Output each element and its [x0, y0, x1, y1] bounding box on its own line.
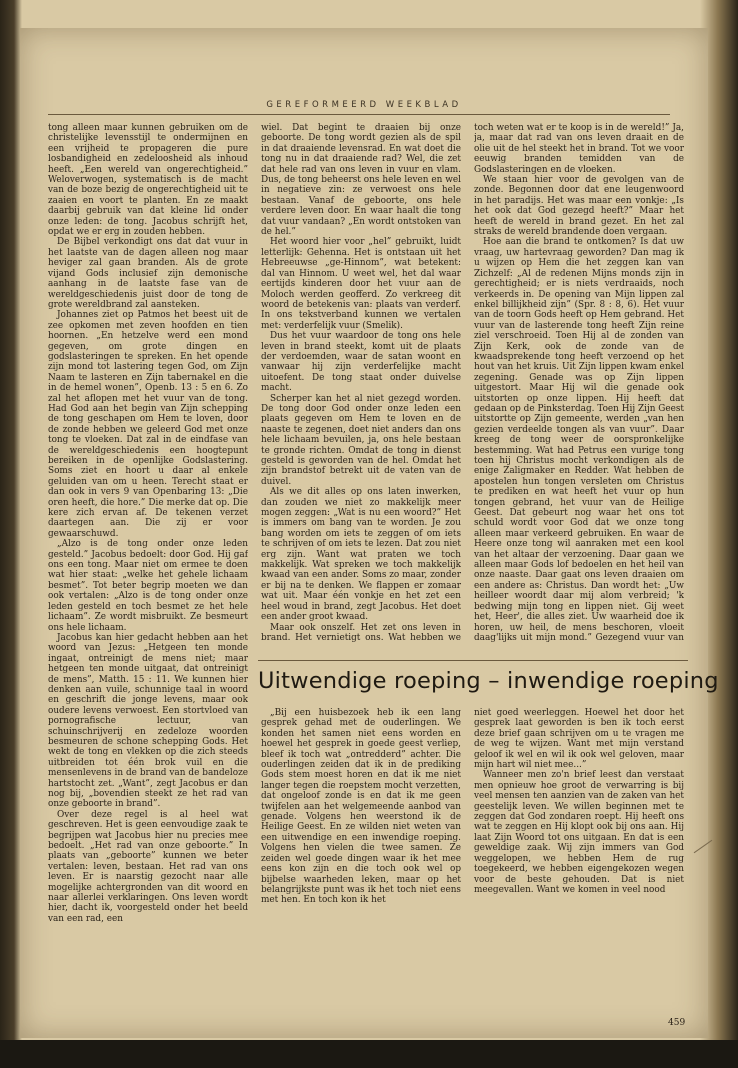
scanner-edge	[0, 1040, 738, 1068]
paragraph: We staan hier voor de gevolgen van de zonde. Begonnen door dat ene leugenwoord in het paradijs. Het was maar een vonkje: „Is het ook dat God gezegd heeft?” Maar het heeft de wereld in brand gezet. En het zal straks de wereld brandende doen vergaan.	[474, 175, 684, 238]
paragraph: Jacobus kan hier gedacht hebben aan het woord van Jezus: „Hetgeen ten monde ingaat, ontreinigt de mens niet; maar hetgeen ten monde uitgaat, dat ontreinigt de mens”, Matth. 15 : 11. We kunnen hier denken aan vuile, schunnige taal in woord en geschrift die jonge levens, maar ook oudere levens verwoest. Een stortvloed van pornografische lectuur, van schuinschrijverij en zedeloze woorden besmeuren de schone schepping Gods. Het wekt de tong en vlekken op die zich steeds uitbreiden tot één brok vuil en die mensenlevens in de brand van de bandeloze hartstocht zet. „Want”, zegt Jacobus er dan nog bij, „bovendien steekt ze het rad van onze geboorte in brand”.	[48, 632, 248, 810]
article1-column-3	[474, 123, 684, 643]
paragraph: Over deze regel is al heel wat geschreven. Het is geen eenvoudige zaak te begrijpen wat Jacobus hier nu precies mee bedoelt. „Het rad van onze geboorte.” In plaats van „geboorte” kunnen we beter vertalen: leven, bestaan. Het rad van ons leven. Er is naarstig gezocht naar alle mogelijke achtergronden van dit woord en naar allerlei verklaringen. Ons leven wordt hier, dacht ik, voorgesteld onder het beeld van een rad, een	[48, 809, 248, 924]
paragraph: wiel. Dat begint te draaien bij onze geboorte. De tong wordt gezien als de spil in dat draaiende levensrad. En wat doet die tong nu in dat draaiende rad? Wel, die zet dat hele rad van ons leven in vuur en vlam. Dus, de tong beheerst ons hele leven en wel in negatieve zin: ze verwoest ons hele bestaan. Vanaf de geboorte, ons hele verdere leven door. En waar haalt die tong dat vuur vandaan? „En wordt ontstoken van de hel.”	[261, 123, 461, 238]
header-rule	[48, 114, 670, 115]
running-header: GEREFORMEERD WEEKBLAD	[266, 100, 462, 110]
paragraph: niet goed weerleggen. Hoewel het door het gesprek laat geworden is ben ik toch eerst deze brief gaan schrijven om u te vragen me de weg te wijzen. Want met mijn verstand geloof ik wel en wil ik ook wel geloven, maar mijn hart wil niet mee...”	[474, 708, 684, 771]
paragraph: toch weten wat er te koop is in de wereld!” Ja, ja, maar dat rad van ons leven draait en de olie uit de hel steekt het in brand. Tot we voor eeuwig branden temidden van de Godslasteringen en de vloeken.	[474, 123, 684, 175]
paragraph: De Bijbel verkondigt ons dat dat vuur in het laatste van de dagen alleen nog maar heviger zal gaan branden. Als de grote vijand Gods inclusief zijn demonische aanhang in de laatste fase van de wereldgeschiedenis juist door de tong de grote wereldbrand zal aansteken.	[48, 237, 248, 310]
paragraph: Wanneer men zo'n brief leest dan verstaat men opnieuw hoe groot de verwarring is bij veel mensen ten aanzien van de zaken van het geestelijk leven. We willen beginnen met te zeggen dat God zondaren roept. Hij heeft ons wat te zeggen en Hij klopt ook bij ons aan. Hij laat Zijn Woord tot ons uitgaan. En dat is een geweldige zaak. Wij zijn immers van God weggelopen, we hebben Hem de rug toegekeerd, we hebben eigengekozen wegen voor de beste gehouden. Dat is niet meegevallen. Want we komen in veel nood	[474, 770, 684, 895]
page-number: 459	[668, 1018, 686, 1028]
paragraph: Hoe aan die brand te ontkomen? Is dat uw vraag, uw hartevraag geworden? Dan mag ik u wijzen op Hem die het zeggen kan van Zichzelf: „Al de redenen Mijns monds zijn in gerechtigheid; er is niets verdraaids, noch verkeerds in. De opening van Mijn lippen zal enkel billijkheid zijn” (Spr. 8 : 8, 6). Het vuur van de toorn Gods heeft op Hem gebrand. Het vuur van de lasterende tong heeft Zijn reine ziel verschroeid. Toen Hij al de zonden van Zijn Kerk, ook de zonde van de kwaadsprekende tong heeft verzoend op het hout van het kruis. Uit Zijn lippen kwam enkel zegening. Genade was op Zijn lippen uitgestort. Maar Hij wil die genade ook uitstorten op onze lippen. Hij heeft dat gedaan op de Pinksterdag. Toen Hij Zijn Geest uitstortte op Zijn gemeente, werden „van hen gezien verdeelde tongen als van vuur”. Daar kreeg de tong weer de oorspronkelijke bestemming. Wat had Petrus een vurige tong toen hij Christus mocht verkondigen als de enige Zaligmaker en Redder. Wat hebben de apostelen hun tongen versleten om Christus te prediken en wat heeft het vuur op hun tongen gebrand, het vuur van de Heilige Geest. Dat gebeurt nog waar het ons tot schuld wordt voor God dat we onze tong alleen maar verkeerd gebruiken. En waar de Heere onze tong wil aanraken met een kool van het altaar der verzoening. Daar gaan we alleen maar Gods lof bedoelen en het heil van onze naaste. Daar gaat ons leven draaien om een andere as: Christus. Dan wordt het: „Uw heilleer woordt daar mij alom verbreid; 'k bedwing mijn tong en lippen niet. Gij weet het, Heer', die alles ziet. Uw waarheid doe ik horen, uw heil, de mens beschoren, vloeit daag'lijks uit mijn mond.” Gezegend vuur van	[474, 237, 684, 643]
article1-column-1	[48, 123, 248, 1018]
article-separator	[258, 660, 688, 661]
paragraph: „Alzo is de tong onder onze leden gesteld.” Jacobus bedoelt: door God. Hij gaf ons een tong. Maar niet om ermee te doen wat hier staat: „welke het gehele lichaam besmet”. Tot beter begrip moeten we dan ook vertalen: „Alzo is de tong onder onze leden gesteld en toch besmet ze het hele lichaam”. Ze wordt misbruikt. Ze besmeurt ons hele lichaam.	[48, 539, 248, 633]
paragraph: Johannes ziet op Patmos het beest uit de zee opkomen met zeven hoofden en tien hoornen. „En hetzelve werd een mond gegeven, om grote dingen en godslasteringen te spreken. En het opende zijn mond tot lastering tegen God, om Zijn Naam te lasteren en Zijn tabernakel en die in de hemel wonen”, Openb. 13 : 5 en 6. Zo zal het aflopen met het vuur van de tong. Had God aan het begin van Zijn schepping de tong geschapen om Hem te loven, door de zonde hebben we geleerd God met onze tong te vloeken. Dat zal in de eindfase van de wereldgeschiedenis een hoogtepunt bereiken in de openlijke Godslastering. Soms ziet en hoort u daar al enkele geluiden van om u heen. Terecht staat er dan ook in vers 9 van Openbaring 13: „Die oren heeft, die hore.” Die merke dat op. Die kere zich ervan af. De tekenen verzet daartegen aan. Die zij er voor gewaarschuwd.	[48, 310, 248, 539]
paragraph: Dus het vuur waardoor de tong ons hele leven in brand steekt, komt uit de plaats der verdoemden, waar de satan woont en vanwaar hij zijn verderfelijke macht uitoefent. De tong staat onder duivelse macht.	[261, 331, 461, 394]
paragraph: Scherper kan het al niet gezegd worden. De tong door God onder onze leden een plaats gegeven om Hem te loven en de naaste te zegenen, doet niet anders dan ons hele lichaam bevuilen, ja, ons hele bestaan te gronde richten. Omdat de tong in dienst gesteld is geworden van de hel. Omdat het zijn brandstof betrekt uit de vaten van de duivel.	[261, 393, 461, 487]
paragraph: „Bij een huisbezoek heb ik een lang gesprek gehad met de ouderlingen. We konden het samen niet eens worden en hoewel het gesprek in goede geest verliep, bleef ik toch wat „ontredderd” achter. Die ouderlingen zeiden dat ik in de prediking Gods stem moest horen en dat ik me niet langer tegen die roepstem mocht verzetten, dat ongeloof zonde is en dat ik me geen twijfelen aan het welgemeende aanbod van genade. Volgens hen weerstond ik de Heilige Geest. En ze wilden niet weten van een uitwendige en een inwendige roeping. Volgens hen vielen die twee samen. Ze zeiden wel goede dingen waar ik het mee eens kon zijn en die toch ook wel op bijbelse waarheden leken, maar op het belangrijkste punt was ik het toch niet eens met hen. En toch kon ik het	[261, 708, 461, 906]
magazine-page	[20, 28, 719, 1038]
paragraph: Het woord hier voor „hel” gebruikt, luidt letterlijk: Gehenna. Het is ontstaan uit het Hebreeuwse „ge-Hinnom”, wat betekent: dal van Hinnom. U weet wel, het dal waar eertijds kinderen door het vuur aan de Moloch werden geofferd. Zo verkreeg dit woord de betekenis van: plaats van verderf. In ons tekstverband kunnen we vertalen met: verderfelijk vuur (Smelik).	[261, 237, 461, 331]
article1-column-2	[261, 123, 461, 643]
paragraph: tong alleen maar kunnen gebruiken om de christelijke levensstijl te ondermijnen en een vrijheid te propageren die pure losbandigheid en zedeloosheid als inhoud heeft. „Een wereld van ongerechtigheid.” Weloverwogen, systematisch is de macht van de boze bezig de ongerechtigheid uit te zaaien en voort te planten. En ze maakt daarbij gebruik van dat kleine lid onder onze leden: de tong. Jacobus schrijft het, opdat we er erg in zouden hebben.	[48, 123, 248, 238]
article2-column-2	[474, 708, 684, 1018]
article2-title: Uitwendige roeping – inwendige roeping	[258, 668, 719, 694]
article2-column-1	[261, 708, 461, 1018]
paragraph: Maar ook onszelf. Het zet ons leven in brand. Het vernietigt ons. Wat hebben we	[261, 622, 461, 643]
paragraph: Als we dit alles op ons laten inwerken, dan zouden we niet zo makkelijk meer mogen zeggen: „Wat is nu een woord?” Het is immers om bang van te worden. Je zou bang worden om iets te zeggen of om iets te schrijven of om iets te lezen. Dat zou niet erg zijn. Want wat praten we toch makkelijk. Wat spreken we toch makkelijk kwaad van een ander. Soms zo maar, zonder er bij na te denken. We flappen er zomaar wat uit. Maar één vonkje en het zet een heel woud in brand, zegt Jacobus. Het doet een ander groot kwaad.	[261, 487, 461, 623]
